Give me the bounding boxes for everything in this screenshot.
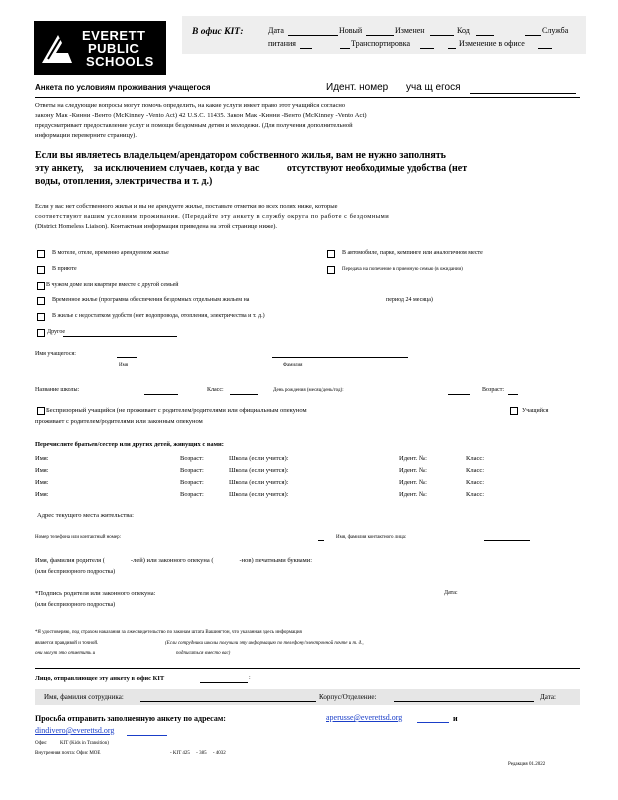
sibling-school-field[interactable]: [302, 482, 396, 489]
office-office-change-field-a[interactable]: [448, 48, 456, 49]
unaccompanied-label-2: проживает с родителем/родителями или законным опекуном: [35, 418, 203, 425]
sibling-age-field[interactable]: [206, 494, 226, 501]
sibling-name-field[interactable]: [52, 458, 176, 465]
signature-date-label: Дата:: [444, 590, 458, 596]
employee-field[interactable]: [140, 701, 316, 702]
sibling-grade-label: Класс:: [466, 467, 485, 474]
non-owner-line-3: (District Homeless Liaison). Контактная информация приведена на этой странице ниже).: [35, 223, 278, 230]
sibling-id-label: Идент. №:: [399, 479, 427, 486]
sibling-grade-field[interactable]: [492, 494, 562, 501]
contact-name-field[interactable]: [484, 540, 530, 541]
signature-label: *Подпись родителя или законного опекуна:: [35, 590, 156, 597]
sibling-name-label: Имя:: [35, 455, 49, 462]
internal-mail-codes: - KIT 425 - 385 - 4032: [170, 751, 226, 756]
certify-divider: [35, 668, 580, 669]
student-id-label: Идент. номер: [326, 82, 389, 93]
sibling-id-label: Идент. №:: [399, 491, 427, 498]
email-dindivero-link[interactable]: dindivero@everettsd.org: [35, 726, 115, 735]
office-new-field[interactable]: [366, 35, 394, 36]
sibling-school-label: Школа (если учится):: [229, 455, 289, 462]
office-code-field[interactable]: [476, 35, 494, 36]
option-car-checkbox[interactable]: [327, 250, 335, 258]
option-shared-label: В чужом доме или квартире вместе с другой семьей: [46, 282, 179, 288]
office-date-label: Дата: [268, 26, 284, 35]
sibling-id-label: Идент. №:: [399, 467, 427, 474]
student-last-name-field[interactable]: [272, 357, 408, 358]
intro-line-4: информации переверните страницу).: [35, 132, 137, 139]
sibling-grade-label: Класс:: [466, 491, 485, 498]
option-transitional-checkbox[interactable]: [37, 297, 45, 305]
unaccompanied-label: Беспризорный учащийся (не проживает с родителем/родителями или официальным опекуном: [46, 407, 307, 414]
form-title: Анкета по условиям проживания учащегося: [35, 83, 211, 92]
internal-mail-label: Внутренняя почта: Офис MOE: [35, 751, 101, 756]
office-transport-field-b[interactable]: [420, 48, 434, 49]
owner-note-line-3: воды, отопления, электричества и т. д.): [35, 176, 213, 187]
certify-line-3b: подписаться вместо вас): [176, 651, 231, 656]
office-kit-label: Офис: [35, 741, 47, 746]
option-car-label: В автомобиле, парке, кемпинге или аналогичном месте: [342, 250, 483, 256]
office-office-change-field-b[interactable]: [538, 48, 552, 49]
student-id-suffix: уча щ егося: [406, 82, 461, 93]
student-checkbox-label: Учащийся: [522, 408, 549, 414]
certify-line-2: является правдивой и точной.: [35, 641, 99, 646]
sibling-grade-field[interactable]: [492, 470, 562, 477]
sibling-age-field[interactable]: [206, 458, 226, 465]
certify-line-3: они могут это отметить и: [35, 651, 96, 656]
office-office-change-label: Изменение в офисе: [459, 39, 525, 48]
option-transitional-end: период 24 месяца): [386, 297, 433, 303]
sibling-name-label: Имя:: [35, 479, 49, 486]
sibling-id-field[interactable]: [434, 494, 464, 501]
sibling-name-field[interactable]: [52, 470, 176, 477]
parent-or-unaccompanied: (или беспризорного подростка): [35, 569, 116, 575]
unaccompanied-checkbox[interactable]: [37, 407, 45, 415]
option-other-field[interactable]: [63, 336, 177, 337]
school-name-field[interactable]: [144, 394, 178, 395]
sibling-id-label: Идент. №:: [399, 455, 427, 462]
office-code-label: Код: [457, 26, 470, 35]
student-first-name-field[interactable]: [117, 357, 137, 358]
sibling-age-label: Возраст:: [180, 455, 204, 462]
option-shelter-checkbox[interactable]: [37, 266, 45, 274]
option-motel-checkbox[interactable]: [37, 250, 45, 258]
logo-line-1: EVERETT: [82, 28, 146, 43]
age-field[interactable]: [508, 394, 518, 395]
option-inadequate-checkbox[interactable]: [37, 313, 45, 321]
non-owner-line-1: Если у вас нет собственного жилья и вы не арендуете жилье, поставьте отметки во всех полях ниже, которые: [35, 203, 338, 210]
office-service-field[interactable]: [525, 35, 541, 36]
sibling-school-label: Школа (если учится):: [229, 467, 289, 474]
email-aperusse-link[interactable]: aperusse@everettsd.org: [326, 713, 403, 722]
sibling-name-field[interactable]: [52, 494, 176, 501]
title-divider: [35, 97, 580, 98]
sibling-school-field[interactable]: [302, 470, 396, 477]
sibling-age-field[interactable]: [206, 482, 226, 489]
option-shelter-label: В приюте: [52, 266, 77, 272]
student-last-name-caption: Фамилия: [283, 363, 303, 368]
sibling-name-label: Имя:: [35, 467, 49, 474]
email-dindivero-underline: [127, 735, 167, 736]
option-inadequate-label: В жилье с недостатком удобств (нет водопровода, отопления, электричества и т. д.): [52, 313, 265, 319]
option-transitional-label: Временное жилье (программа обеспечения бездомных отдельным жильем на: [52, 297, 250, 303]
certify-line-1: *Я удостоверяю, под страхом наказания за лжесвидетельство по законам штата Вашингтон, что указанная здесь информация: [35, 630, 302, 635]
student-first-name-caption: Имя: [119, 363, 129, 368]
sibling-grade-field[interactable]: [492, 458, 562, 465]
email-aperusse-underline: [417, 722, 449, 723]
grade-label: Класс:: [207, 387, 224, 393]
office-transport-field-a[interactable]: [340, 48, 350, 49]
office-date-field[interactable]: [288, 35, 338, 36]
owner-note-line-2: эту анкету, за исключением случаев, когда у вас отсутствуют необходимые удобства (нет: [35, 163, 468, 174]
sibling-grade-label: Класс:: [466, 479, 485, 486]
logo-emblem-icon: [38, 29, 82, 69]
signature-or-unaccompanied: (или беспризорного подростка): [35, 602, 116, 608]
sibling-name-field[interactable]: [52, 482, 176, 489]
option-motel-label: В мотеле, отеле, временно арендуемом жилье: [52, 250, 169, 256]
sibling-grade-label: Класс:: [466, 455, 485, 462]
option-pending-label: Передача на попечение в приемную семью (в ожидании): [342, 267, 463, 272]
office-changed-field[interactable]: [430, 35, 454, 36]
office-changed-label: Изменен: [395, 26, 425, 35]
send-to-and: и: [453, 714, 458, 723]
office-meals-label: питания: [268, 39, 296, 48]
office-meals-field[interactable]: [300, 48, 312, 49]
siblings-heading: Перечислите братьев/сестер или других детей, живущих с вами:: [35, 441, 224, 448]
office-new-label: Новый: [339, 26, 363, 35]
sibling-id-field[interactable]: [434, 458, 464, 465]
non-owner-line-2: соответствуют вашим условиям проживания. (Передайте эту анкету в службу округа по работе с бездомными: [35, 213, 390, 220]
corp-label: Корпус/Отделение:: [319, 693, 377, 701]
option-other-checkbox[interactable]: [37, 329, 45, 337]
sibling-school-label: Школа (если учится):: [229, 479, 289, 486]
owner-note-line-1: Если вы являетесь владельцем/арендатором собственного жилья, вам не нужно заполнять: [35, 150, 446, 161]
sibling-age-label: Возраст:: [180, 479, 204, 486]
option-other-label: Другое: [47, 329, 66, 335]
intro-line-2: закону Мак -Кинни -Венто (McKinney -Vento Act) 42 U.S.C. 11435. Закон Мак -Кинни -Венто (McKinney -Vento Act): [35, 112, 367, 119]
parent-name-label: Имя, фамилия родителя ( -лей) или законного опекуна ( -нов) печатными буквами:: [35, 557, 313, 564]
dob-label: День рождения (месяц/день/год):: [273, 388, 344, 393]
sender-colon: :: [249, 675, 251, 681]
footer-date-label: Дата:: [540, 693, 556, 701]
contact-name-label: Имя, фамилия контактного лица:: [336, 535, 407, 540]
phone-label: Номер телефона или контактный номер:: [35, 535, 121, 540]
send-to-label: Просьба отправить заполненную анкету по адресам:: [35, 714, 226, 723]
school-name-label: Название школы:: [35, 387, 80, 393]
corp-field[interactable]: [394, 701, 534, 702]
sender-field[interactable]: [200, 682, 248, 683]
sibling-id-field[interactable]: [434, 482, 464, 489]
sibling-age-field[interactable]: [206, 470, 226, 477]
phone-field[interactable]: [318, 540, 324, 541]
sibling-school-field[interactable]: [302, 494, 396, 501]
intro-line-3: предусматривает предоставление услуг и помощи бездомным детям и молодежи. (Для получения дополнительной: [35, 122, 353, 129]
student-id-field[interactable]: [470, 93, 576, 94]
sibling-grade-field[interactable]: [492, 482, 562, 489]
sibling-school-field[interactable]: [302, 458, 396, 465]
office-service-label: Служба: [542, 26, 569, 35]
employee-label: Имя, фамилия сотрудника:: [44, 693, 124, 701]
office-label: В офис КIТ:: [192, 27, 244, 37]
sibling-age-label: Возраст:: [180, 467, 204, 474]
option-pending-checkbox[interactable]: [327, 266, 335, 274]
intro-line-1: Ответы на следующие вопросы могут помочь определить, на какие услуги имеет право этот учащийся согласно: [35, 102, 346, 109]
option-shared-checkbox[interactable]: [37, 282, 45, 290]
student-name-label: Имя учащегося:: [35, 351, 76, 357]
certify-line-2b: (Если сотрудники школы получили эту информацию по телефону/электронной почте и т. д.,: [165, 641, 364, 646]
grade-field[interactable]: [230, 394, 258, 395]
dob-field[interactable]: [448, 394, 470, 395]
office-kit-name: KIT (Kids in Transition): [60, 741, 109, 746]
revision-label: Редакция 01.2022: [508, 762, 546, 767]
logo-line-3: SCHOOLS: [86, 54, 154, 69]
sibling-id-field[interactable]: [434, 470, 464, 477]
logo-line-2: PUBLIC: [88, 41, 140, 56]
student-checkbox[interactable]: [510, 407, 518, 415]
sender-label: Лицо, отправляющее эту анкету в офис КIТ: [35, 675, 165, 682]
sibling-age-label: Возраст:: [180, 491, 204, 498]
everett-public-schools-logo: [34, 21, 166, 75]
age-label: Возраст:: [482, 387, 504, 393]
sibling-school-label: Школа (если учится):: [229, 491, 289, 498]
address-label: Адрес текущего места жительства:: [37, 512, 134, 519]
office-transport-label: Транспортировка: [351, 39, 411, 48]
sibling-name-label: Имя:: [35, 491, 49, 498]
